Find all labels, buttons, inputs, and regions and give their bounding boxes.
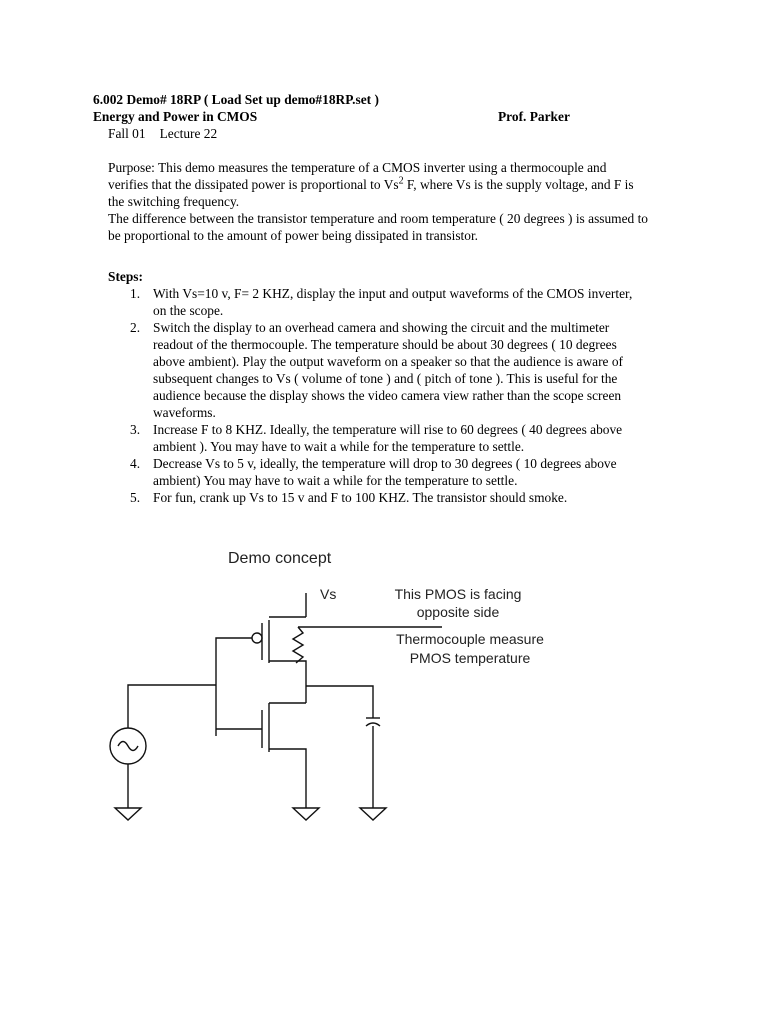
superscript: 2 [398,175,404,187]
vs-label: Vs [320,586,337,602]
term: Fall 01 [108,126,146,141]
document-title: Energy and Power in CMOS [93,109,258,124]
step-item: 4. Decrease Vs to 5 v, ideally, the temperature will drop to 30 degrees ( 10 degrees above ambient) You may have to wait a while for the temperature to settle. [130,456,617,488]
purpose-section [108,159,648,244]
step-item: 2. Switch the display to an overhead camera and showing the circuit and the multimeter readout of the thermocouple. The temperature should be about 30 degrees ( 10 degrees above ambient). Play the output waveform on a speaker so that the audience is aware of subsequent changes to Vs ( volume of tone ) and ( pitch of tone ). This is useful for the audience because the display shows the video camera view rather than the scope screen waveforms. [130,320,623,420]
term-line [108,125,217,142]
pmos-note: opposite side [416,604,500,620]
steps-heading: Steps: [108,269,143,284]
circuit-diagram [0,540,768,840]
demo-header: 6.002 Demo# 18RP ( Load Set up demo#18RP.set ) [93,92,379,107]
thermocouple-note: PMOS temperature [409,650,531,666]
purpose-paragraph: Purpose: This demo measures the temperature of a CMOS inverter using a thermocouple and verifies that the dissipated power is proportional to Vs$^2$ F, where Vs is the supply voltage, and F is the switching frequency. [108,160,634,209]
step-item: 5. For fun, crank up Vs to 15 v and F to 100 KHZ. The transistor should smoke. [130,490,568,505]
lecture: Lecture 22 [159,126,218,141]
pmos-note: This PMOS is facing [394,586,522,602]
thermocouple-note: Thermocouple measure [396,631,544,647]
professor-name: Prof. Parker [498,109,570,124]
step-item: 3. Increase F to 8 KHZ. Ideally, the temperature will rise to 60 degrees ( 40 degrees above ambient ). You may have to wait a while for the temperature to settle. [130,422,623,454]
step-item: 1. With Vs=10 v, F= 2 KHZ, display the input and output waveforms of the CMOS inverter, on the scope. [130,286,633,318]
purpose-paragraph-2: The difference between the transistor temperature and room temperature ( 20 degrees ) is assumed to be proportional to the amount of power being dissipated in transistor. [108,211,648,243]
steps-list [108,285,648,506]
diagram-title: Demo concept [228,550,332,567]
